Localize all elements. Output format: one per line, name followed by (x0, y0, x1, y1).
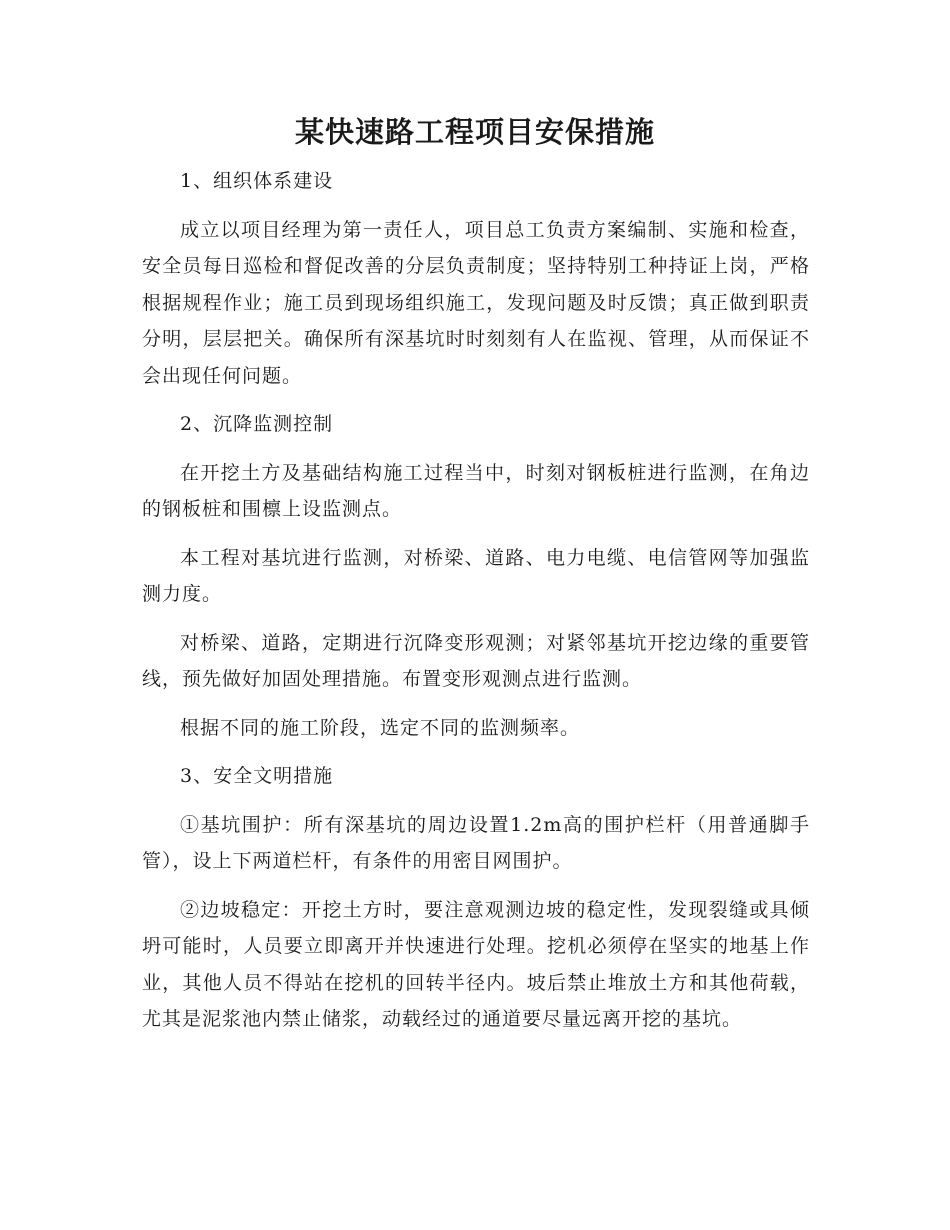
paragraph: 在开挖土方及基础结构施工过程当中，时刻对钢板桩进行监测，在角边的钢板桩和围檩上设监测点。 (142, 461, 810, 520)
section-heading-organization: 1、组织体系建设 (180, 170, 334, 192)
paragraph: 对桥梁、道路，定期进行沉降变形观测；对紧邻基坑开挖边缘的重要管线，预先做好加固处理措施。布置变形观测点进行监测。 (142, 631, 810, 690)
paragraph: ②边坡稳定：开挖土方时，要注意观测边坡的稳定性，发现裂缝或具倾坍可能时，人员要立即离开并快速进行处理。挖机必须停在坚实的地基上作业，其他人员不得站在挖机的回转半径内。坡后禁止堆放土方和其他荷载，尤其是泥浆池内禁止储浆，动载经过的通道要尽量远离开挖的基坑。 (142, 898, 810, 1030)
paragraph: 根据不同的施工阶段，选定不同的监测频率。 (180, 716, 581, 739)
paragraph: ①基坑围护：所有深基坑的周边设置1.2m高的围护栏杆（用普通脚手管），设上下两道栏杆，有条件的用密目网围护。 (142, 813, 810, 872)
document-body (142, 163, 810, 1050)
section-heading-settlement-monitoring: 2、沉降监测控制 (180, 413, 334, 435)
paragraph: 本工程对基坑进行监测，对桥梁、道路、电力电缆、电信管网等加强监测力度。 (142, 546, 810, 605)
paragraph: 成立以项目经理为第一责任人，项目总工负责方案编制、实施和检查，安全员每日巡检和督促改善的分层负责制度；坚持特别工种持证上岗，严格根据规程作业；施工员到现场组织施工，发现问题及时反馈；真正做到职责分明，层层把关。确保所有深基坑时时刻刻有人在监视、管理，从而保证不会出现任何问题。 (142, 218, 810, 387)
section-heading-safety-measures: 3、安全文明措施 (180, 765, 334, 787)
document-title: 某快速路工程项目安保措施 (294, 115, 655, 149)
